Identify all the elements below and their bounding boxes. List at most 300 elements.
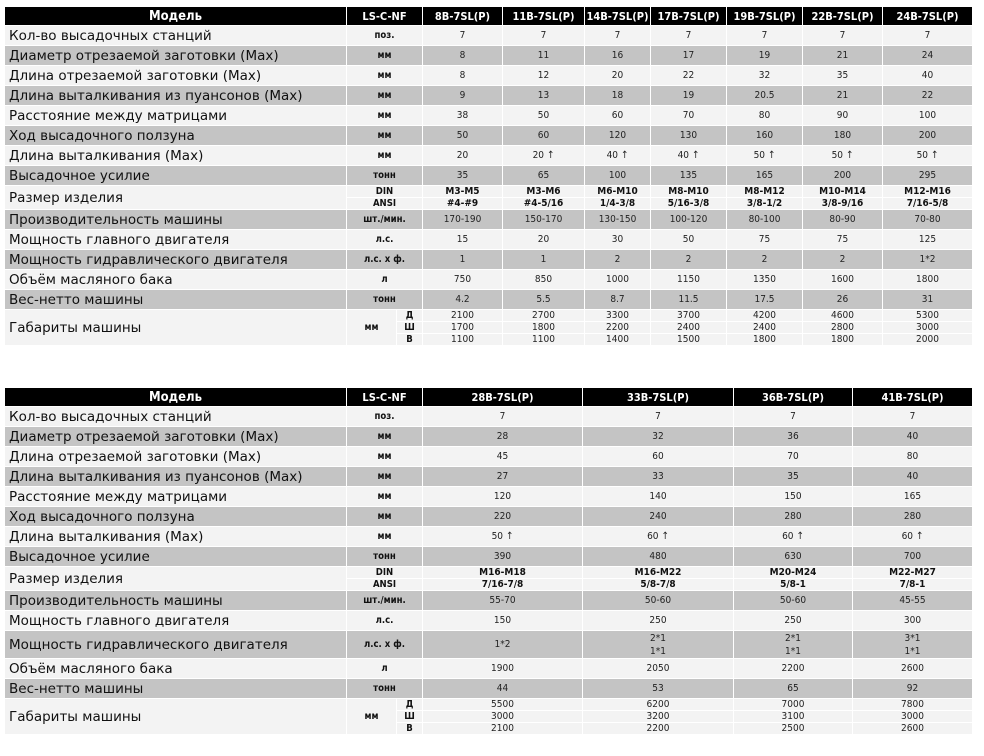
cell-value: 50 ↑ xyxy=(727,146,803,166)
ansi-value: 5/8-7/8 xyxy=(583,579,734,591)
table-row-dims xyxy=(5,310,973,322)
model-column-header: 8B-7SL(P) xyxy=(423,7,503,26)
cell-value: 100-120 xyxy=(651,210,727,230)
cell-value: 125 xyxy=(883,230,973,250)
row-label: Размер изделия xyxy=(5,186,347,210)
cell-value: 28 xyxy=(423,427,583,447)
row-label: Кол-во высадочных станций xyxy=(5,26,347,46)
cell-value: 3000 xyxy=(883,322,973,334)
table-row xyxy=(5,507,973,527)
cell-value: 80-100 xyxy=(727,210,803,230)
row-unit: шт./мин. xyxy=(347,210,423,230)
cell-value: 12 xyxy=(503,66,585,86)
cell-value: 60 xyxy=(583,447,734,467)
din-value: M8-M10 xyxy=(651,186,727,198)
row-label: Расстояние между матрицами xyxy=(5,106,347,126)
row-unit: тонн xyxy=(347,166,423,186)
dim-sublabel: Д xyxy=(397,699,423,711)
cell-value: 2200 xyxy=(734,659,853,679)
cell-value: 2400 xyxy=(651,322,727,334)
cell-value: 2400 xyxy=(727,322,803,334)
cell-value: 120 xyxy=(423,487,583,507)
ansi-value: 7/8-1 xyxy=(853,579,973,591)
cell-value: 8 xyxy=(423,46,503,66)
table-row xyxy=(5,447,973,467)
ansi-value: 5/16-3/8 xyxy=(651,198,727,210)
cell-value: 55-70 xyxy=(423,591,583,611)
cell-value: 6200 xyxy=(583,699,734,711)
dim-sublabel: Д xyxy=(397,310,423,322)
row-unit: мм xyxy=(347,447,423,467)
cell-value: 33 xyxy=(583,467,734,487)
cell-value: 1100 xyxy=(423,334,503,346)
din-value: M8-M12 xyxy=(727,186,803,198)
din-label: DIN xyxy=(347,567,423,579)
model-column-header: 19B-7SL(P) xyxy=(727,7,803,26)
cell-value: 2 xyxy=(727,250,803,270)
row-label: Мощность главного двигателя xyxy=(5,230,347,250)
row-label: Объём масляного бака xyxy=(5,659,347,679)
dim-sublabel: В xyxy=(397,723,423,735)
cell-value: 300 xyxy=(853,611,973,631)
cell-value: 150 xyxy=(734,487,853,507)
cell-value: 9 xyxy=(423,86,503,106)
cell-value: 22 xyxy=(651,66,727,86)
cell-value: 5500 xyxy=(423,699,583,711)
cell-value: 170-190 xyxy=(423,210,503,230)
cell-value: 50 xyxy=(423,126,503,146)
cell-value: 20 xyxy=(585,66,651,86)
cell-value xyxy=(583,631,734,659)
cell-value: 280 xyxy=(853,507,973,527)
table-row xyxy=(5,86,973,106)
cell-value: 22 xyxy=(883,86,973,106)
cell-value: 100 xyxy=(883,106,973,126)
cell-value: 80 xyxy=(853,447,973,467)
row-label: Габариты машины xyxy=(5,699,347,735)
cell-value: 2 xyxy=(803,250,883,270)
row-label: Мощность гидравлического двигателя xyxy=(5,631,347,659)
cell-value: 7 xyxy=(803,26,883,46)
cell-value: 4200 xyxy=(727,310,803,322)
cell-line: 1*1 xyxy=(904,645,921,657)
row-unit: поз. xyxy=(347,407,423,427)
model-header: Модель xyxy=(5,388,347,407)
cell-value: 13 xyxy=(503,86,585,106)
ansi-label: ANSI xyxy=(347,198,423,210)
cell-value: 50 ↑ xyxy=(423,527,583,547)
cell-value: 1600 xyxy=(803,270,883,290)
table-row xyxy=(5,126,973,146)
din-value: M16-M18 xyxy=(423,567,583,579)
cell-value: 7800 xyxy=(853,699,973,711)
cell-line: 1*1 xyxy=(785,645,801,657)
cell-value: 1150 xyxy=(651,270,727,290)
cell-value: 7 xyxy=(734,407,853,427)
cell-value: 44 xyxy=(423,679,583,699)
cell-value: 4600 xyxy=(803,310,883,322)
model-column-header: 14B-7SL(P) xyxy=(585,7,651,26)
table-row xyxy=(5,659,973,679)
cell-value: 53 xyxy=(583,679,734,699)
row-label: Вес-нетто машины xyxy=(5,290,347,310)
row-unit: мм xyxy=(347,699,397,735)
row-unit: л.с. х ф. xyxy=(347,631,423,659)
row-unit: мм xyxy=(347,507,423,527)
cell-value: 40 xyxy=(853,467,973,487)
row-unit: л.с. xyxy=(347,611,423,631)
cell-value: 150-170 xyxy=(503,210,585,230)
cell-value: 4.2 xyxy=(423,290,503,310)
cell-value: 100 xyxy=(585,166,651,186)
din-value: M3-M6 xyxy=(503,186,585,198)
row-unit: мм xyxy=(347,106,423,126)
table-row xyxy=(5,527,973,547)
cell-value: 130-150 xyxy=(585,210,651,230)
cell-value: 390 xyxy=(423,547,583,567)
cell-line: 1*2 xyxy=(494,639,511,650)
cell-value: 70 xyxy=(734,447,853,467)
cell-value: 40 ↑ xyxy=(585,146,651,166)
row-label: Объём масляного бака xyxy=(5,270,347,290)
cell-value: 1400 xyxy=(585,334,651,346)
model-column-header: 36B-7SL(P) xyxy=(734,388,853,407)
cell-value: 1800 xyxy=(883,270,973,290)
table-row xyxy=(5,427,973,447)
cell-line: 2*1 xyxy=(785,632,801,644)
cell-value: 36 xyxy=(734,427,853,447)
cell-value: 1800 xyxy=(803,334,883,346)
cell-value: 1900 xyxy=(423,659,583,679)
cell-value: 3700 xyxy=(651,310,727,322)
cell-value: 295 xyxy=(883,166,973,186)
din-value: M20-M24 xyxy=(734,567,853,579)
table-row xyxy=(5,290,973,310)
cell-value: 20.5 xyxy=(727,86,803,106)
cell-value: 7 xyxy=(503,26,585,46)
row-label: Длина отрезаемой заготовки (Max) xyxy=(5,66,347,86)
din-label: DIN xyxy=(347,186,423,198)
cell-value: 630 xyxy=(734,547,853,567)
cell-value: 40 ↑ xyxy=(651,146,727,166)
cell-value: 1700 xyxy=(423,322,503,334)
row-unit: л.с. х ф. xyxy=(347,250,423,270)
cell-value: 850 xyxy=(503,270,585,290)
cell-value: 17.5 xyxy=(727,290,803,310)
cell-value: 65 xyxy=(503,166,585,186)
row-unit: мм xyxy=(347,66,423,86)
cell-value: 11 xyxy=(503,46,585,66)
cell-value: 240 xyxy=(583,507,734,527)
cell-value: 80-90 xyxy=(803,210,883,230)
cell-value: 1 xyxy=(423,250,503,270)
cell-value: 2700 xyxy=(503,310,585,322)
cell-value: 70 xyxy=(651,106,727,126)
cell-value: 50 ↑ xyxy=(803,146,883,166)
cell-value: 35 xyxy=(423,166,503,186)
model-code-header: LS-C-NF xyxy=(347,388,423,407)
cell-value: 480 xyxy=(583,547,734,567)
cell-line: 3*1 xyxy=(904,632,921,644)
row-unit: мм xyxy=(347,527,423,547)
cell-value: 180 xyxy=(803,126,883,146)
table-row xyxy=(5,250,973,270)
table-row xyxy=(5,210,973,230)
table-row xyxy=(5,106,973,126)
din-value: M10-M14 xyxy=(803,186,883,198)
cell-value: 7 xyxy=(423,407,583,427)
cell-value: 50 ↑ xyxy=(883,146,973,166)
row-unit: тонн xyxy=(347,679,423,699)
table-row xyxy=(5,230,973,250)
cell-value: 50-60 xyxy=(734,591,853,611)
cell-value: 1*2 xyxy=(883,250,973,270)
cell-value: 5300 xyxy=(883,310,973,322)
cell-value: 19 xyxy=(651,86,727,106)
row-label: Диаметр отрезаемой заготовки (Max) xyxy=(5,46,347,66)
cell-value: 11.5 xyxy=(651,290,727,310)
din-value: M3-M5 xyxy=(423,186,503,198)
model-column-header: 11B-7SL(P) xyxy=(503,7,585,26)
dim-sublabel: В xyxy=(397,334,423,346)
row-unit: мм xyxy=(347,427,423,447)
cell-value: 7 xyxy=(853,407,973,427)
cell-value: 60 ↑ xyxy=(734,527,853,547)
cell-value: 16 xyxy=(585,46,651,66)
row-unit: мм xyxy=(347,310,397,346)
cell-value: 8 xyxy=(423,66,503,86)
cell-value: 32 xyxy=(727,66,803,86)
row-label: Ход высадочного ползуна xyxy=(5,507,347,527)
cell-value: 1100 xyxy=(503,334,585,346)
cell-value: 31 xyxy=(883,290,973,310)
cell-value: 60 ↑ xyxy=(583,527,734,547)
row-label: Вес-нетто машины xyxy=(5,679,347,699)
table-row xyxy=(5,26,973,46)
cell-value: 2200 xyxy=(583,723,734,735)
table-row xyxy=(5,591,973,611)
row-label: Размер изделия xyxy=(5,567,347,591)
cell-value: 3000 xyxy=(423,711,583,723)
cell-value: 200 xyxy=(803,166,883,186)
cell-value: 7000 xyxy=(734,699,853,711)
cell-value: 5.5 xyxy=(503,290,585,310)
dim-sublabel: Ш xyxy=(397,322,423,334)
row-unit: л xyxy=(347,659,423,679)
ansi-value: #4-5/16 xyxy=(503,198,585,210)
ansi-value: 1/4-3/8 xyxy=(585,198,651,210)
model-column-header: 41B-7SL(P) xyxy=(853,388,973,407)
cell-value: 8.7 xyxy=(585,290,651,310)
cell-value: 27 xyxy=(423,467,583,487)
model-column-header: 33B-7SL(P) xyxy=(583,388,734,407)
cell-value: 220 xyxy=(423,507,583,527)
cell-value: 2500 xyxy=(734,723,853,735)
cell-value: 50 xyxy=(651,230,727,250)
cell-value: 7 xyxy=(423,26,503,46)
row-unit: шт./мин. xyxy=(347,591,423,611)
cell-value: 150 xyxy=(423,611,583,631)
cell-value: 2000 xyxy=(883,334,973,346)
cell-value: 30 xyxy=(585,230,651,250)
table-row xyxy=(5,467,973,487)
cell-value: 130 xyxy=(651,126,727,146)
cell-value: 165 xyxy=(853,487,973,507)
cell-value: 45-55 xyxy=(853,591,973,611)
cell-value: 7 xyxy=(883,26,973,46)
cell-value: 2 xyxy=(651,250,727,270)
row-label: Длина отрезаемой заготовки (Max) xyxy=(5,447,347,467)
ansi-value: 7/16-5/8 xyxy=(883,198,973,210)
cell-value: 92 xyxy=(853,679,973,699)
row-unit: мм xyxy=(347,126,423,146)
row-unit: л xyxy=(347,270,423,290)
cell-value: 75 xyxy=(727,230,803,250)
cell-value: 1800 xyxy=(503,322,585,334)
table-row xyxy=(5,679,973,699)
cell-value: 90 xyxy=(803,106,883,126)
din-value: M22-M27 xyxy=(853,567,973,579)
ansi-value: 5/8-1 xyxy=(734,579,853,591)
table-row xyxy=(5,66,973,86)
table-row xyxy=(5,611,973,631)
row-label: Ход высадочного ползуна xyxy=(5,126,347,146)
cell-value: 3200 xyxy=(583,711,734,723)
cell-value: 140 xyxy=(583,487,734,507)
cell-value: 2 xyxy=(585,250,651,270)
cell-value: 40 xyxy=(853,427,973,447)
row-unit: л.с. xyxy=(347,230,423,250)
row-unit: мм xyxy=(347,487,423,507)
cell-value: 20 xyxy=(423,146,503,166)
row-label: Длина выталкивания из пуансонов (Max) xyxy=(5,86,347,106)
table-row xyxy=(5,270,973,290)
cell-value: 21 xyxy=(803,86,883,106)
table-row-din xyxy=(5,186,973,198)
cell-value: 700 xyxy=(853,547,973,567)
model-column-header: 24B-7SL(P) xyxy=(883,7,973,26)
table-row xyxy=(5,146,973,166)
cell-value: 750 xyxy=(423,270,503,290)
cell-value: 75 xyxy=(803,230,883,250)
cell-value xyxy=(423,631,583,659)
model-column-header: 17B-7SL(P) xyxy=(651,7,727,26)
row-label: Кол-во высадочных станций xyxy=(5,407,347,427)
cell-value: 1800 xyxy=(727,334,803,346)
cell-value: 7 xyxy=(583,407,734,427)
cell-value: 80 xyxy=(727,106,803,126)
table-row xyxy=(5,547,973,567)
cell-value: 250 xyxy=(734,611,853,631)
cell-value: 7 xyxy=(727,26,803,46)
cell-value: 1 xyxy=(503,250,585,270)
cell-value: 32 xyxy=(583,427,734,447)
dim-sublabel: Ш xyxy=(397,711,423,723)
row-label: Длина выталкивания (Max) xyxy=(5,146,347,166)
row-unit: поз. xyxy=(347,26,423,46)
cell-value: 18 xyxy=(585,86,651,106)
cell-value: 3300 xyxy=(585,310,651,322)
row-label: Длина выталкивания (Max) xyxy=(5,527,347,547)
ansi-label: ANSI xyxy=(347,579,423,591)
model-column-header: 28B-7SL(P) xyxy=(423,388,583,407)
cell-value: 7 xyxy=(651,26,727,46)
cell-value: 280 xyxy=(734,507,853,527)
cell-value: 45 xyxy=(423,447,583,467)
table-row xyxy=(5,166,973,186)
cell-value xyxy=(853,631,973,659)
cell-value: 250 xyxy=(583,611,734,631)
cell-value: 2100 xyxy=(423,310,503,322)
model-header: Модель xyxy=(5,7,347,26)
cell-value: 165 xyxy=(727,166,803,186)
cell-value: 2050 xyxy=(583,659,734,679)
cell-value: 1500 xyxy=(651,334,727,346)
table-row xyxy=(5,631,973,659)
spec-table-2 xyxy=(4,387,973,735)
model-column-header: 22B-7SL(P) xyxy=(803,7,883,26)
cell-value: 200 xyxy=(883,126,973,146)
ansi-value: 3/8-1/2 xyxy=(727,198,803,210)
ansi-value: 7/16-7/8 xyxy=(423,579,583,591)
row-label: Расстояние между матрицами xyxy=(5,487,347,507)
cell-value: 35 xyxy=(803,66,883,86)
cell-value: 2800 xyxy=(803,322,883,334)
din-value: M12-M16 xyxy=(883,186,973,198)
cell-value: 70-80 xyxy=(883,210,973,230)
row-label: Мощность гидравлического двигателя xyxy=(5,250,347,270)
din-value: M6-M10 xyxy=(585,186,651,198)
row-unit: мм xyxy=(347,86,423,106)
row-label: Габариты машины xyxy=(5,310,347,346)
spec-table-1 xyxy=(4,6,973,346)
cell-value: 65 xyxy=(734,679,853,699)
cell-value: 15 xyxy=(423,230,503,250)
table-row xyxy=(5,407,973,427)
cell-value: 50 xyxy=(503,106,585,126)
cell-value: 17 xyxy=(651,46,727,66)
cell-value: 2600 xyxy=(853,659,973,679)
cell-value: 21 xyxy=(803,46,883,66)
cell-value: 20 xyxy=(503,230,585,250)
cell-value: 135 xyxy=(651,166,727,186)
cell-value: 3100 xyxy=(734,711,853,723)
cell-value: 40 xyxy=(883,66,973,86)
cell-value: 35 xyxy=(734,467,853,487)
row-unit: мм xyxy=(347,467,423,487)
cell-value: 26 xyxy=(803,290,883,310)
cell-line: 2*1 xyxy=(650,632,666,644)
cell-value: 38 xyxy=(423,106,503,126)
cell-value: 20 ↑ xyxy=(503,146,585,166)
row-unit: тонн xyxy=(347,547,423,567)
cell-value xyxy=(734,631,853,659)
cell-value: 160 xyxy=(727,126,803,146)
cell-line: 1*1 xyxy=(650,645,666,657)
table-row xyxy=(5,46,973,66)
row-unit: мм xyxy=(347,146,423,166)
cell-value: 3000 xyxy=(853,711,973,723)
ansi-value: 3/8-9/16 xyxy=(803,198,883,210)
cell-value: 2100 xyxy=(423,723,583,735)
cell-value: 60 xyxy=(503,126,585,146)
row-label: Высадочное усилие xyxy=(5,166,347,186)
table-row-din xyxy=(5,567,973,579)
row-label: Высадочное усилие xyxy=(5,547,347,567)
row-label: Производительность машины xyxy=(5,210,347,230)
cell-value: 1000 xyxy=(585,270,651,290)
cell-value: 50-60 xyxy=(583,591,734,611)
